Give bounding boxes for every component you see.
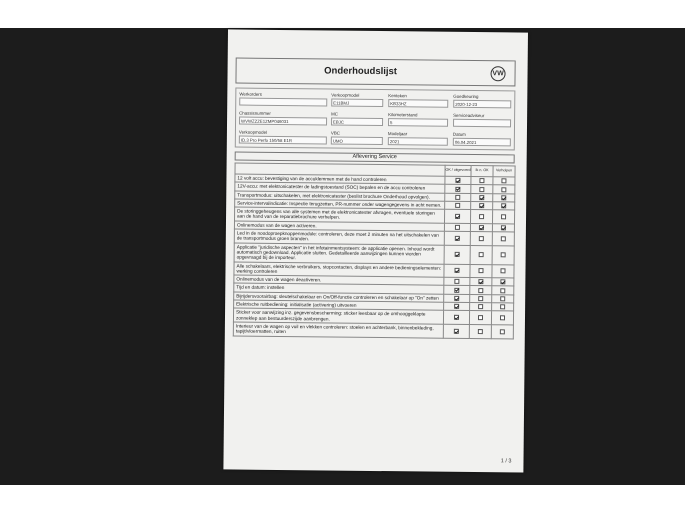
check-cell xyxy=(470,232,492,246)
check-cell xyxy=(492,278,514,287)
check-cell xyxy=(492,294,514,303)
check-cell xyxy=(470,264,492,278)
check-cell xyxy=(471,185,493,194)
empty-checkbox xyxy=(500,296,505,301)
checked-checkbox xyxy=(454,304,459,309)
empty-checkbox xyxy=(455,203,460,208)
info-field xyxy=(388,112,448,127)
empty-checkbox xyxy=(479,252,484,257)
sheet-title: Onderhoudslijst xyxy=(324,65,398,78)
info-field xyxy=(239,111,327,126)
empty-checkbox xyxy=(478,296,483,301)
info-field-value: 06.04.2021 xyxy=(453,138,511,147)
empty-checkbox xyxy=(478,288,483,293)
task-text: Alle schakelaars, elektrische verbruikers, stopcontacten, displays en andere bedieningselementen: werking controleren xyxy=(234,262,444,278)
checked-checkbox xyxy=(454,296,459,301)
info-field xyxy=(239,130,327,145)
info-field xyxy=(453,113,511,128)
check-cell xyxy=(471,176,493,185)
info-field-label: Goedkeuring xyxy=(453,93,479,100)
check-cell xyxy=(469,324,491,338)
check-cell xyxy=(445,185,471,194)
check-cell xyxy=(493,177,515,186)
info-field-label: Serviceadviseur xyxy=(453,112,485,119)
check-cell xyxy=(470,245,492,264)
info-field-value: 5 xyxy=(388,118,448,127)
check-cell xyxy=(445,193,471,202)
empty-checkbox xyxy=(479,236,484,241)
column-header: Verholpen xyxy=(493,166,515,177)
info-field-value: 2021 xyxy=(388,137,448,146)
check-cell xyxy=(493,202,515,211)
info-field-value: EBJC xyxy=(331,118,383,127)
info-field xyxy=(331,131,383,146)
checked-checkbox xyxy=(454,329,459,334)
checked-checkbox xyxy=(501,225,506,230)
checked-checkbox xyxy=(455,236,460,241)
check-cell xyxy=(444,302,470,311)
empty-checkbox xyxy=(478,269,483,274)
check-cell xyxy=(470,303,492,312)
info-field-value xyxy=(453,119,511,128)
info-field xyxy=(239,92,327,107)
checked-checkbox xyxy=(454,288,459,293)
check-cell xyxy=(491,325,513,339)
task-table xyxy=(233,163,516,339)
checked-checkbox xyxy=(479,225,484,230)
info-field-value xyxy=(239,98,327,107)
empty-checkbox xyxy=(478,304,483,309)
info-field-label: Werkorders xyxy=(239,91,262,97)
check-cell xyxy=(493,193,515,202)
task-text: 12 volt accu: bevestiging van de accuklemmen met de hand controleren xyxy=(235,174,445,184)
checked-checkbox xyxy=(455,214,460,219)
check-cell xyxy=(444,277,470,286)
check-cell xyxy=(443,324,469,338)
checked-checkbox xyxy=(501,195,506,200)
info-field-value: 2020-12-23 xyxy=(453,100,511,109)
empty-checkbox xyxy=(500,316,505,321)
page-number: 1 / 3 xyxy=(500,458,512,465)
task-text: Elektrische ruitbediening: initialisatie (activering) uitvoeren xyxy=(234,300,444,310)
task-text: Onlinemodus van de wagen deactiveren. xyxy=(234,275,444,285)
vehicle-info-box xyxy=(235,88,516,151)
info-field-value: KB33HZ xyxy=(388,99,448,108)
check-cell xyxy=(444,245,470,264)
info-field-label: Verkoopmodel xyxy=(331,92,360,98)
info-field xyxy=(388,93,448,108)
check-cell xyxy=(470,210,492,224)
column-header: Ik n. OK xyxy=(471,165,493,176)
info-field-label: Datum xyxy=(452,131,466,137)
task-text: Tijd en datum: instellen xyxy=(234,283,444,293)
check-cell xyxy=(492,223,514,232)
check-cell xyxy=(471,193,493,202)
check-cell xyxy=(470,294,492,303)
empty-checkbox xyxy=(478,329,483,334)
check-cell xyxy=(444,286,470,295)
check-cell xyxy=(469,311,491,325)
task-text: Interieur van de wagen op vuil en vlekken controleren: stoelen en achterbank, binnenbekleding, tapijt/vloermatten, ruiten xyxy=(233,322,443,338)
task-text: 12V-accu: met elektronicatester de ladingstoestand (SOC) bepalen en de accu controleren xyxy=(235,182,445,192)
info-field-label: MC xyxy=(331,111,338,117)
task-text: Onlinemodus van de wagen activeren. xyxy=(234,221,444,231)
empty-checkbox xyxy=(501,253,506,258)
empty-checkbox xyxy=(454,279,459,284)
info-field-label: Kenteken xyxy=(388,93,407,99)
empty-checkbox xyxy=(500,305,505,310)
task-text: Led in de noodoproepknoppenmodule: controleren, deze moet 2 minuten na het uitschakelen van de transportmodus groen branden. xyxy=(234,229,444,245)
check-cell xyxy=(444,209,470,223)
sheet-header xyxy=(235,58,515,87)
maintenance-sheet xyxy=(223,29,528,472)
empty-checkbox xyxy=(479,178,484,183)
task-text: Applicatie "juridische aspecten" in het infotainmentsysteem: de applicatie openen. Inhoud wordt automatisch gedownload. Applicatie sluiten. Gedetailleerde aanwijzingen kunnen worden opgevraagd bij de importeur. xyxy=(234,243,444,264)
empty-checkbox xyxy=(501,214,506,219)
check-cell xyxy=(444,223,470,232)
table-row xyxy=(233,322,513,339)
checked-checkbox xyxy=(455,178,460,183)
check-cell xyxy=(470,286,492,295)
check-cell xyxy=(444,231,470,245)
check-cell xyxy=(445,176,471,185)
check-cell xyxy=(444,294,470,303)
check-cell xyxy=(471,201,493,210)
checked-checkbox xyxy=(454,268,459,273)
check-cell xyxy=(492,245,514,264)
check-cell xyxy=(493,185,515,194)
info-field-value: E11BMJ xyxy=(331,99,383,108)
check-cell xyxy=(444,264,470,278)
section-title: Aflevering Service xyxy=(235,152,515,164)
empty-checkbox xyxy=(500,288,505,293)
checked-checkbox xyxy=(455,252,460,257)
info-field-label: Chassisnummer xyxy=(239,110,271,116)
check-cell xyxy=(491,311,513,325)
info-field xyxy=(388,131,448,146)
info-field-value: UMO xyxy=(331,137,383,146)
checked-checkbox xyxy=(454,315,459,320)
task-text: De storinggeheugens van alle systemen met de elektronicatester afvragen, eventuele storingen aan de hand van de reparatiebrochure verhelpen. xyxy=(235,207,445,223)
info-field-value: WVWZZZE1ZMP046031 xyxy=(239,117,327,126)
empty-checkbox xyxy=(501,187,506,192)
task-text: Transportmodus: uitschakelen, met elektronicatester (beslist brochure Onderhoud opvolgen). xyxy=(235,191,445,201)
checked-checkbox xyxy=(501,203,506,208)
check-cell xyxy=(492,232,514,246)
info-field-value: ID.3 Pro Perfo 150/58 E1R xyxy=(239,136,327,145)
check-cell xyxy=(470,223,492,232)
checked-checkbox xyxy=(500,280,505,285)
checked-checkbox xyxy=(455,186,460,191)
empty-checkbox xyxy=(501,236,506,241)
check-cell xyxy=(492,210,514,224)
info-field xyxy=(331,112,383,127)
info-field xyxy=(331,93,383,108)
empty-checkbox xyxy=(500,329,505,334)
info-field-label: Modeljaar xyxy=(387,131,408,137)
task-text: Service-intervalindicatie: Inspectie terugzetten, PR-nummer onder wagengegevens in acht nemen. xyxy=(235,199,445,209)
check-cell xyxy=(445,201,471,210)
empty-checkbox xyxy=(478,315,483,320)
empty-checkbox xyxy=(455,225,460,230)
task-text: Bijrijdersvoorairbag: sleutelschakelaar en On/Off-functie controleren en schakelaar op "On" zetten xyxy=(234,292,444,302)
checked-checkbox xyxy=(479,203,484,208)
check-cell xyxy=(443,311,469,325)
check-cell xyxy=(492,286,514,295)
check-cell xyxy=(492,303,514,312)
check-cell xyxy=(492,264,514,278)
info-field xyxy=(453,94,511,109)
empty-checkbox xyxy=(479,187,484,192)
column-header: OK / uitgevoerd xyxy=(445,165,471,176)
check-cell xyxy=(470,278,492,287)
info-field-label: Verkoopmodel xyxy=(238,129,268,135)
info-field xyxy=(453,132,511,147)
empty-checkbox xyxy=(500,269,505,274)
checked-checkbox xyxy=(479,195,484,200)
info-field-label: VBC xyxy=(330,130,340,136)
empty-checkbox xyxy=(455,195,460,200)
task-text: Sticker voor aanwijzing inz. gegevensbescherming: sticker leesbaar op de omhooggeklapte zonneklep aan bestuurderszijde aanbrengen. xyxy=(233,308,443,324)
checked-checkbox xyxy=(478,279,483,284)
empty-checkbox xyxy=(501,179,506,184)
info-field-label: Kilometerstand xyxy=(388,112,418,118)
vw-logo-icon: VW xyxy=(490,66,505,81)
empty-checkbox xyxy=(479,214,484,219)
